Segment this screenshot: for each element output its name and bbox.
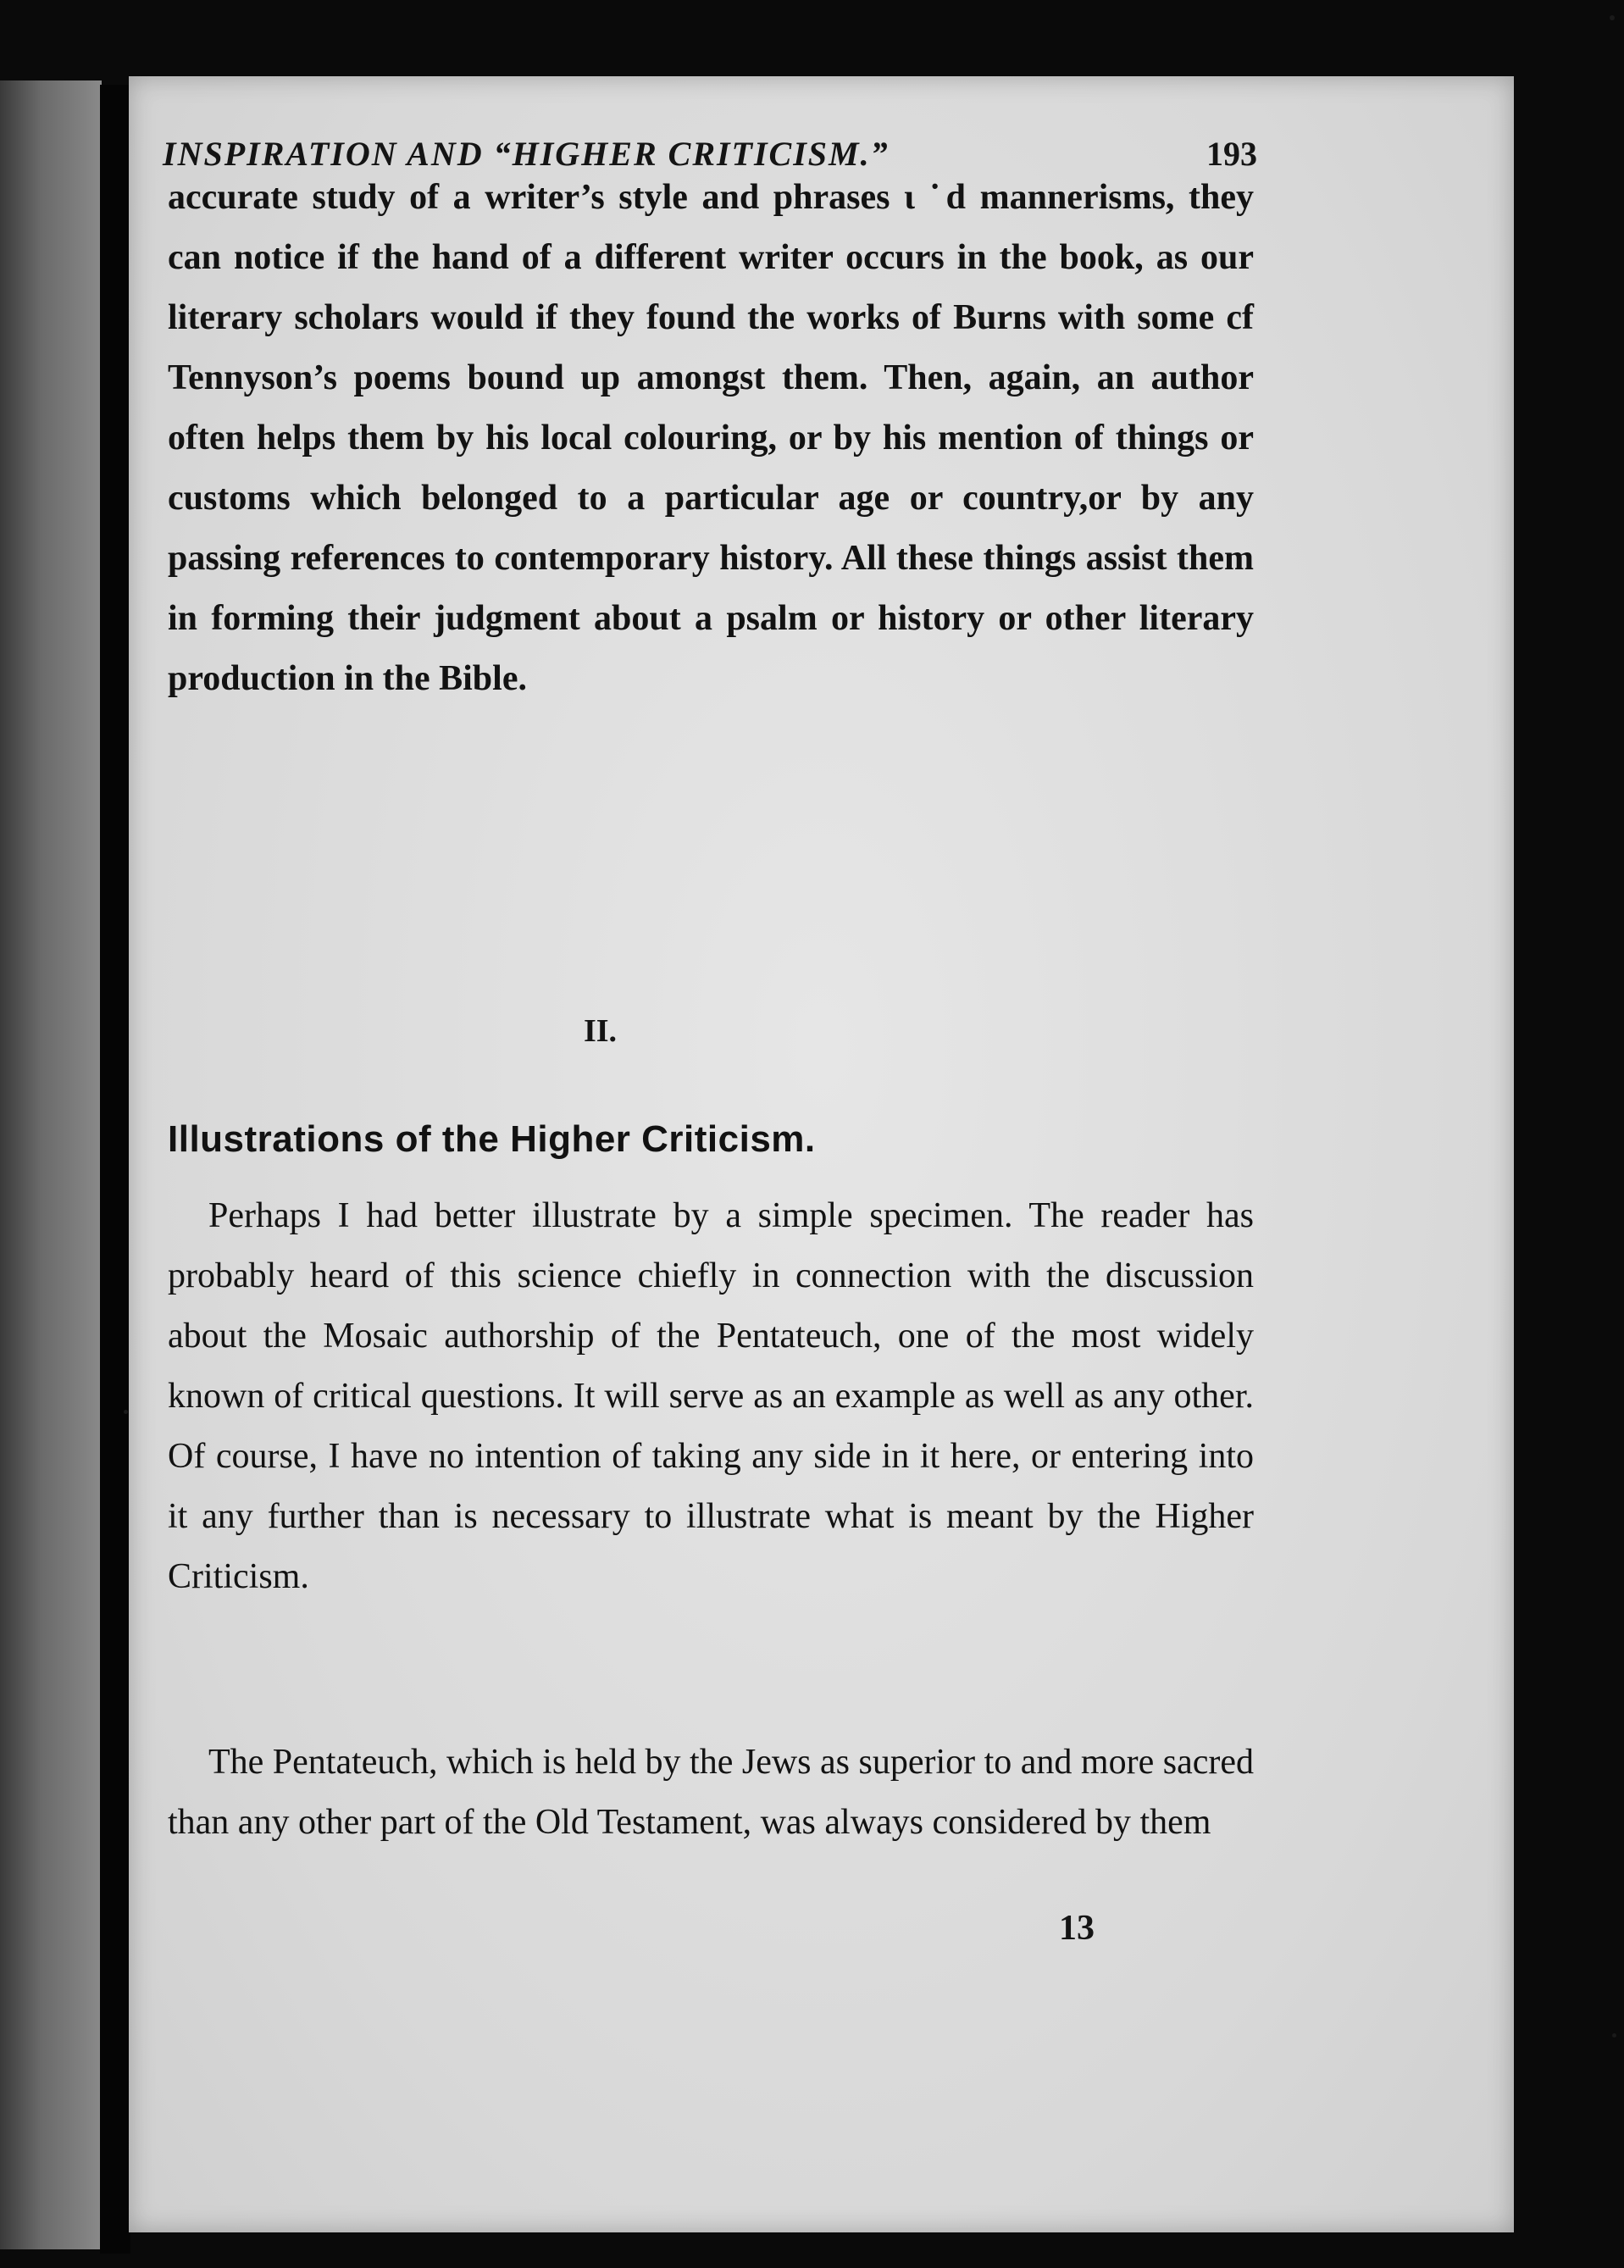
- page-number: 193: [1206, 135, 1257, 173]
- signature-mark: 13: [1059, 1909, 1095, 1948]
- paragraph-3: The Pentateuch, which is held by the Jews as superior to and more sacred than any other part of the Old Testament, was always considered by them: [168, 1743, 1254, 1842]
- paragraph-2: Perhaps I had better illustrate by a simple specimen. The reader has probably heard of this science chiefly in connection with the discussion about the Mosaic authorship of the Pentateuch, one of the most widely known of critical questions. It will serve as an example as well as any other. Of course, I have no intention of taking any side in it here, or entering into it any further than is necessary to illustrate what is meant by the Higher Criticism.: [168, 1196, 1254, 1596]
- scan-speck: [124, 1410, 128, 1414]
- scan-speck: [1610, 15, 1615, 20]
- facing-page-edge: [0, 80, 102, 2249]
- section-heading: Illustrations of the Higher Criticism.: [168, 1118, 816, 1160]
- gutter-shadow: [100, 85, 130, 2254]
- section-number: II.: [583, 1013, 618, 1049]
- paragraph-1: accurate study of a writer’s style and phrases ι ˙d mannerisms, they can notice if the hand of a different writer occurs in the book, as our literary scholars would if they found the works of Burns with some cf Tennyson’s poems bound up amongst them. Then, again, an author often helps them by his local colouring, or by his mention of things or customs which belonged to a particular age or country,or by any passing references to contemporary history. All these things assist them in forming their judgment about a psalm or history or other literary production in the Bible.: [168, 178, 1254, 698]
- scan-speck: [1612, 2033, 1616, 2038]
- running-head-title: INSPIRATION AND “HIGHER CRITICISM.”: [163, 135, 890, 173]
